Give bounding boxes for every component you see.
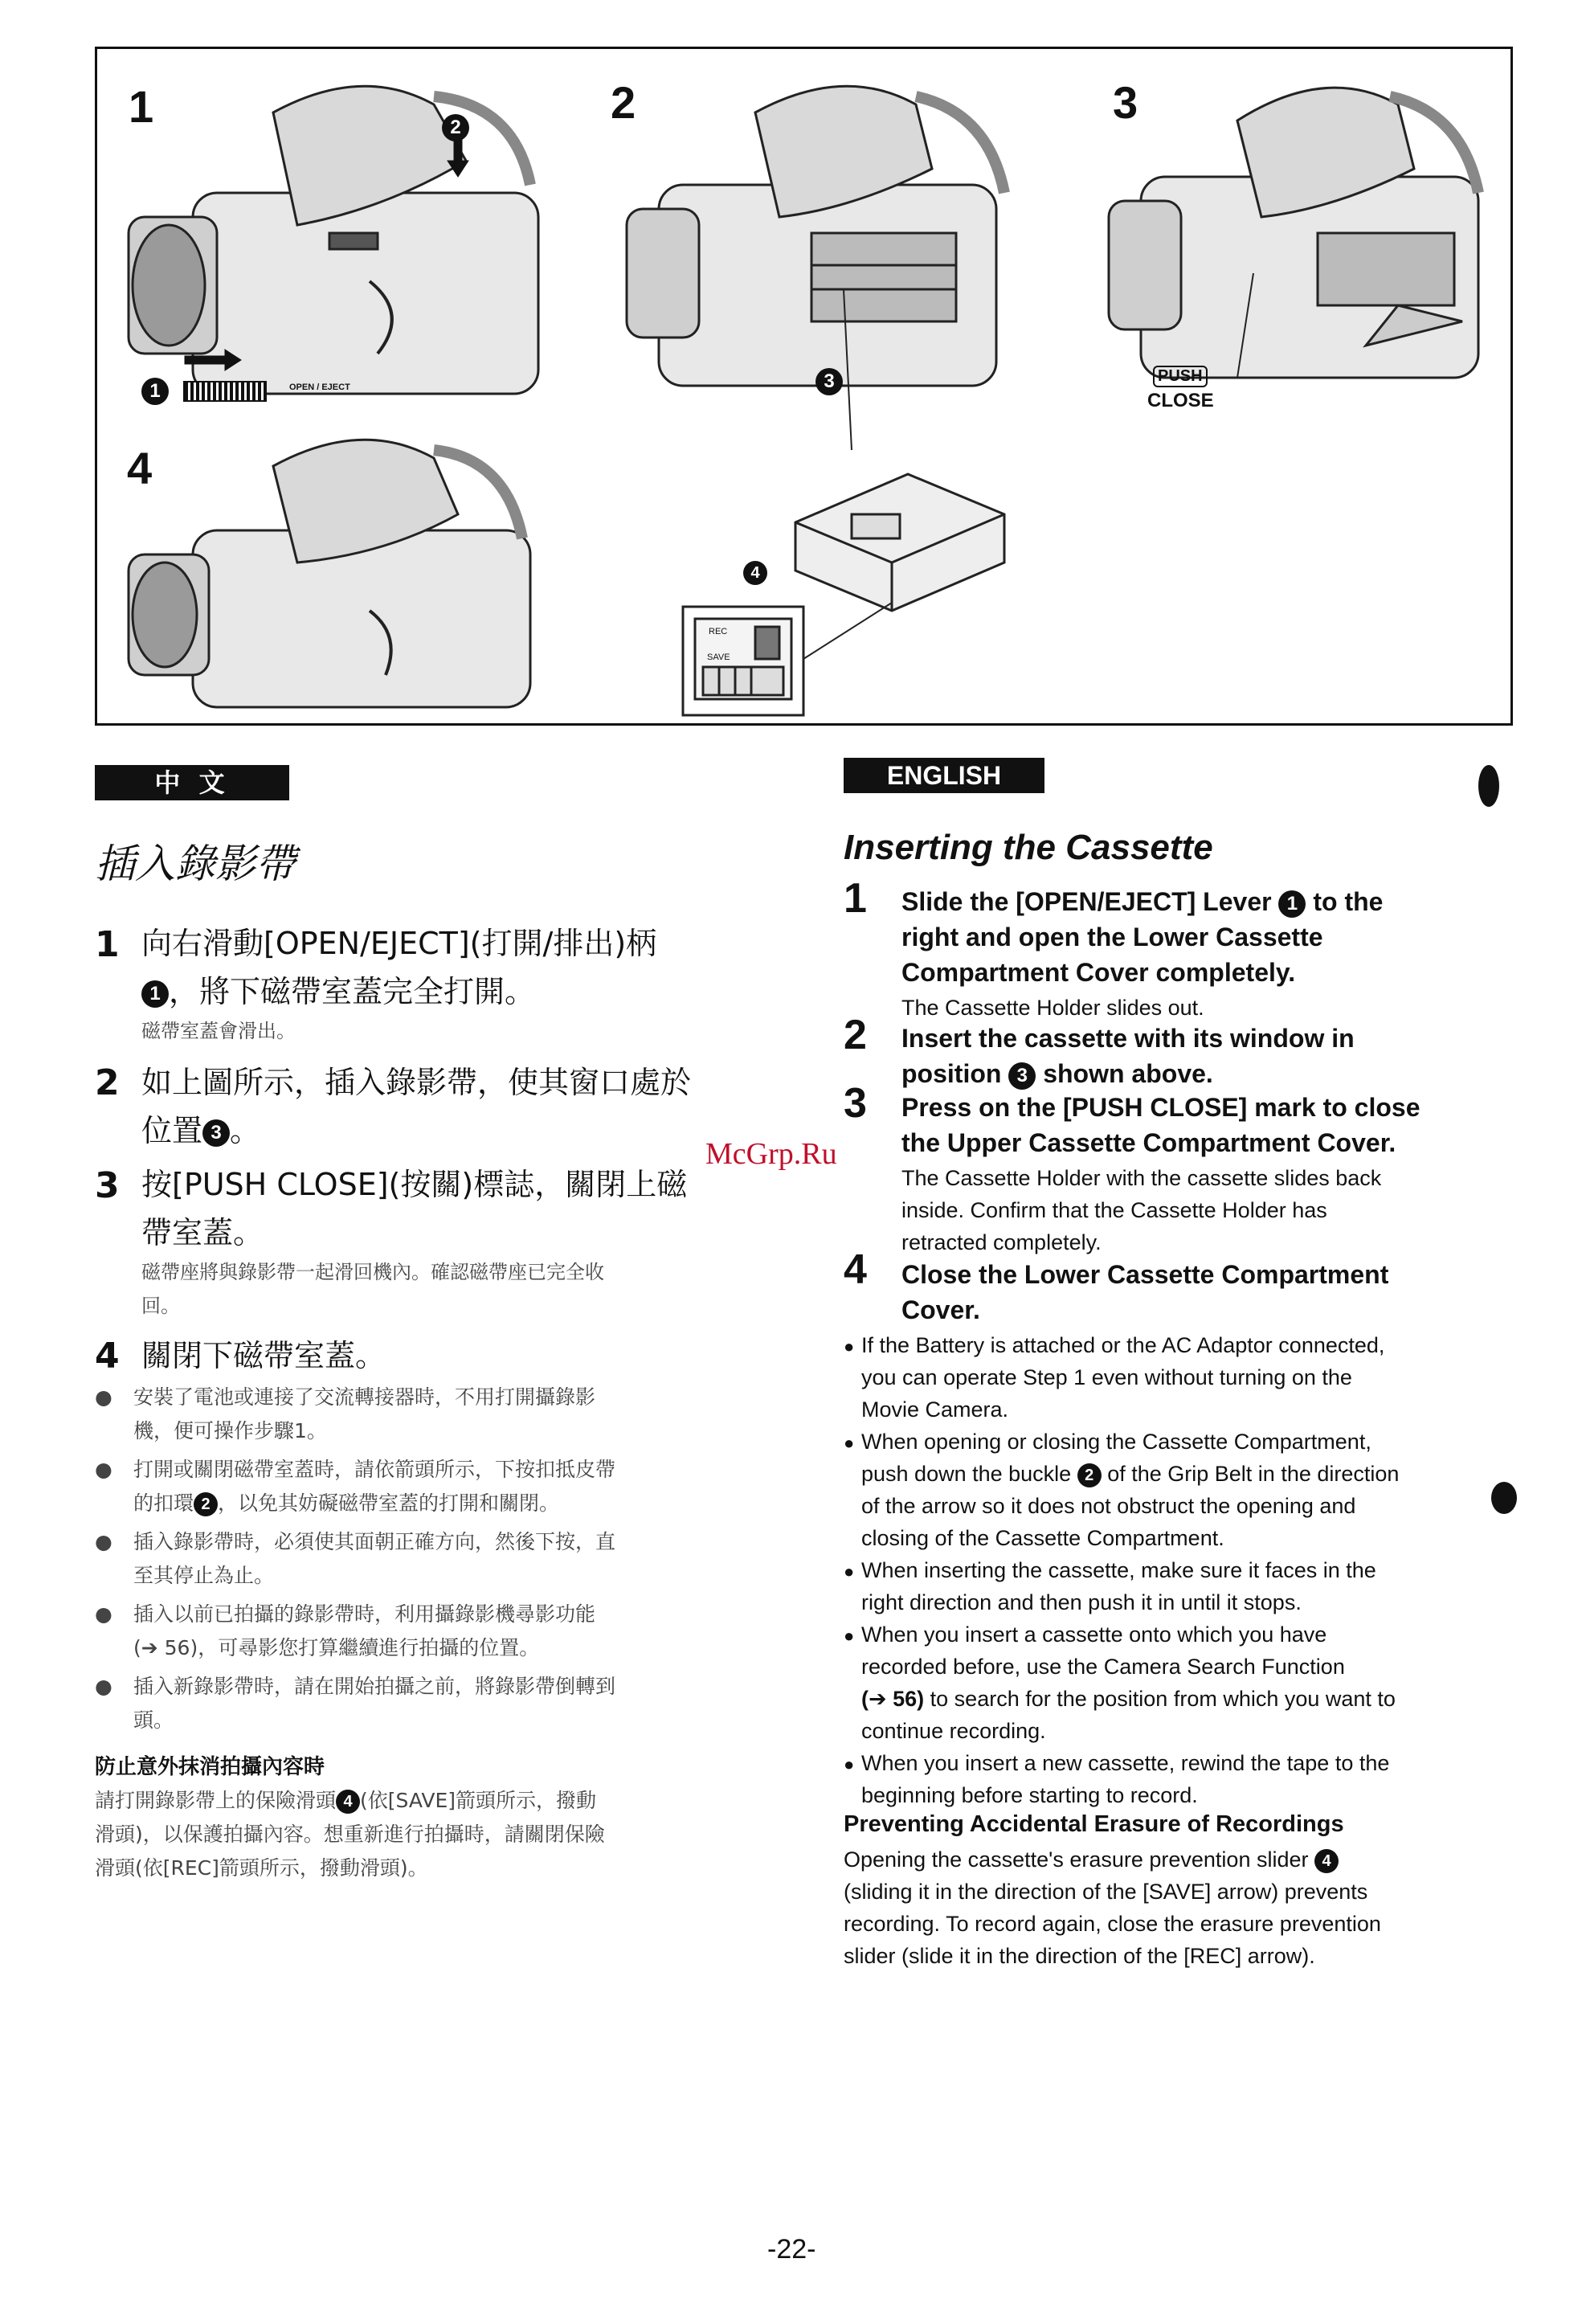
en-prevent-heading: Preventing Accidental Erasure of Recordings [844,1811,1344,1837]
callout-3: 3 [1008,1062,1036,1090]
zh-step-3-note1: 磁帶座將與錄影帶一起滑回機內。確認磁帶座已完全收 [141,1261,604,1283]
open-eject-lever-icon [183,381,267,402]
en-bullet-4-l2: recorded before, use the Camera Search Function [861,1655,1345,1679]
zh-bullet-5: ● [95,1675,112,1698]
zh-step-2-number: 2 [95,1062,120,1103]
zh-bullet-5-l2: 頭。 [133,1708,174,1732]
camera-drawing-3 [1109,88,1478,378]
en-step-4-l2: Cover. [901,1295,980,1324]
chinese-section-label: 中 文 [95,765,289,800]
en-prevent-l4: slider (slide it in the direction of the [REC] arrow). [844,1944,1315,1968]
watermark-text: McGrp.Ru [705,1137,837,1171]
panel-number-1: 1 [129,81,154,132]
zh-bullet-4: ● [95,1602,112,1626]
callout-4: 4 [1314,1849,1339,1873]
zh-step-2-line2: 位置 3 。 [141,1113,261,1148]
zh-bullet-2: ● [95,1458,112,1481]
zh-bullet-3-l1: 插入錄影帶時，必須使其面朝正確方向，然後下按，直 [133,1530,616,1553]
en-prevent-l2: (sliding it in the direction of the [SAVE] arrow) prevents [844,1880,1368,1904]
en-step-3-l1: Press on the [PUSH CLOSE] mark to close [901,1093,1420,1122]
callout-1: 1 [141,980,169,1008]
zh-bullet-2-l1: 打開或關閉磁帶室蓋時，請依箭頭所示，下按扣抵皮帶 [133,1458,616,1481]
zh-step-3-line1: 按[PUSH CLOSE](按關)標誌，關閉上磁 [141,1167,688,1202]
callout-2: 2 [1077,1463,1102,1487]
en-bullet-2-l2: push down the buckle 2 of the Grip Belt in the direction [861,1462,1400,1486]
thumb-tab-marker-2 [1491,1482,1517,1514]
en-step-3-n2: inside. Confirm that the Cassette Holder has [901,1198,1327,1222]
en-step-2-number: 2 [844,1012,867,1058]
callout-2: 2 [194,1492,218,1516]
en-bullet-2-l1: When opening or closing the Cassette Compartment, [861,1430,1371,1454]
callout-1: 1 [141,378,169,405]
zh-step-1-line1: 向右滑動[OPEN/EJECT](打開/排出)柄 [141,926,657,961]
panel-number-4: 4 [127,443,153,493]
en-step-4-number: 4 [844,1246,867,1293]
zh-prevent-l2: 滑頭)，以保護拍攝內容。想重新進行拍攝時，請關閉保險 [95,1823,605,1846]
en-bullet-3-l2: right direction and then push it in until it stops. [861,1590,1302,1614]
en-prevent-l3: recording. To record again, close the erasure prevention [844,1912,1381,1936]
camera-drawing-1 [129,86,538,394]
switch-rec-label: REC [709,627,728,636]
en-step-3-n3: retracted completely. [901,1230,1102,1254]
zh-bullet-4-l2: (➔ 56)，可尋影您打算繼續進行拍攝的位置。 [133,1636,540,1659]
zh-bullet-1: ● [95,1385,112,1409]
en-step-4-l1: Close the Lower Cassette Compartment [901,1260,1389,1289]
en-bullet-5-l1: When you insert a new cassette, rewind the tape to the [861,1751,1390,1775]
en-step-2-l2: position 3 shown above. [901,1059,1213,1088]
en-step-2-l1: Insert the cassette with its window in [901,1024,1355,1053]
en-step-1-l2: right and open the Lower Cassette [901,923,1323,951]
camera-drawing-2 [627,86,1004,450]
en-bullet-1-l1: If the Battery is attached or the AC Adaptor connected, [861,1333,1385,1357]
callout-3: 3 [202,1119,230,1147]
en-step-1-note: The Cassette Holder slides out. [901,996,1204,1020]
en-bullet-4-l3: (➔ 56) to search for the position from which you want to [861,1687,1396,1711]
zh-bullet-3: ● [95,1530,112,1553]
en-bullet-2: ● [844,1433,855,1453]
cassette-switch-inset [683,607,803,715]
en-bullet-3: ● [844,1561,855,1581]
en-bullet-3-l1: When inserting the cassette, make sure it faces in the [861,1558,1376,1582]
zh-prevent-l3: 滑頭(依[REC]箭頭所示，撥動滑頭)。 [95,1856,428,1880]
zh-bullet-4-l1: 插入以前已拍攝的錄影帶時，利用攝錄影機尋影功能 [133,1602,596,1626]
callout-3: 3 [815,368,843,395]
en-step-3-n1: The Cassette Holder with the cassette slides back [901,1166,1382,1190]
zh-prevent-heading: 防止意外抹消拍攝內容時 [95,1755,325,1779]
zh-step-4-number: 4 [95,1336,120,1377]
en-step-1-l3: Compartment Cover completely. [901,958,1296,987]
zh-step-1-line2: 1 ，將下磁帶室蓋完全打開。 [141,968,535,1015]
zh-step-3-number: 3 [95,1165,120,1206]
callout-1: 1 [1278,890,1306,918]
zh-bullet-1-l1: 安裝了電池或連接了交流轉接器時，不用打開攝錄影 [133,1385,596,1409]
zh-step-3-note2: 回。 [141,1295,180,1317]
zh-step-1-number: 1 [95,924,120,965]
thumb-tab-marker [1478,765,1499,807]
en-bullet-4-l1: When you insert a cassette onto which you have [861,1622,1327,1647]
en-bullet-1-l2: you can operate Step 1 even without turning on the [861,1365,1352,1389]
zh-bullet-5-l1: 插入新錄影帶時，請在開始拍攝之前，將錄影帶倒轉到 [133,1675,616,1698]
en-bullet-2-l4: closing of the Cassette Compartment. [861,1526,1224,1550]
zh-step-4-line1: 關閉下磁帶室蓋。 [141,1338,386,1373]
en-bullet-1: ● [844,1336,855,1356]
zh-bullet-2-l2: 的扣環 2 ，以免其妨礙磁帶室蓋的打開和關閉。 [133,1491,560,1515]
page-number: -22- [767,2234,816,2265]
cassette-drawing [795,474,1004,659]
panel-number-3: 3 [1113,77,1138,128]
en-bullet-2-l3: of the arrow so it does not obstruct the opening and [861,1494,1356,1518]
english-title: Inserting the Cassette [844,828,1213,867]
en-step-3-l2: the Upper Cassette Compartment Cover. [901,1128,1396,1157]
callout-4: 4 [743,561,767,585]
close-label: CLOSE [1147,390,1214,411]
push-label: PUSH [1153,366,1208,387]
zh-bullet-1-l2: 機，便可操作步驟1。 [133,1419,327,1442]
zh-step-1-note: 磁帶室蓋會滑出。 [141,1020,296,1042]
en-bullet-5: ● [844,1754,855,1774]
zh-step-3-line2: 帶室蓋。 [141,1215,264,1250]
switch-save-label: SAVE [707,653,730,662]
open-eject-label: OPEN / EJECT [289,383,350,392]
zh-step-2-line1: 如上圖所示，插入錄影帶，使其窗口處於 [141,1065,692,1100]
en-prevent-l1: Opening the cassette's erasure prevention slider 4 [844,1843,1339,1876]
en-bullet-4: ● [844,1626,855,1646]
en-step-3-number: 3 [844,1080,867,1127]
zh-prevent-l1: 請打開錄影帶上的保險滑頭 4 (依[SAVE]箭頭所示，撥動 [95,1789,597,1812]
en-step-1-number: 1 [844,875,867,922]
camera-drawing-4 [129,440,530,707]
en-bullet-4-l4: continue recording. [861,1719,1046,1743]
panel-number-2: 2 [611,77,636,128]
en-step-1-l1: Slide the [OPEN/EJECT] Lever 1 to the [901,887,1384,916]
chinese-title: 插入錄影帶 [95,841,296,887]
en-bullet-1-l3: Movie Camera. [861,1397,1009,1422]
zh-bullet-3-l2: 至其停止為止。 [133,1564,275,1587]
en-bullet-5-l2: beginning before starting to record. [861,1783,1198,1807]
callout-2: 2 [442,114,469,141]
english-section-label: ENGLISH [844,758,1044,793]
callout-4: 4 [336,1790,360,1814]
